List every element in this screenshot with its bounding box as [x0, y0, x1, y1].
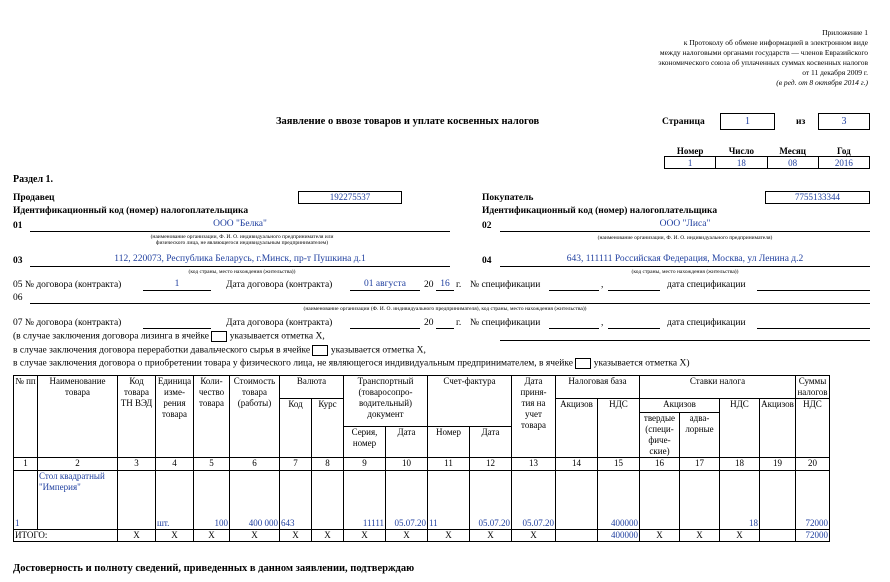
th-excise2: Акцизов	[640, 399, 720, 413]
day-value[interactable]: 18	[716, 157, 767, 169]
contract05-comma: ,	[601, 280, 604, 290]
cell-num[interactable]: 1	[14, 471, 38, 530]
total-x: X	[118, 530, 156, 542]
th-taxrates: Ставки налога	[640, 376, 796, 399]
seller-inn-box[interactable]: 192275537	[298, 191, 402, 204]
appendix-line: к Протоколу об обмене информацией в электронном виде	[683, 38, 868, 47]
column-number-row	[14, 458, 830, 471]
column-number: 4	[156, 458, 194, 471]
cell-qty[interactable]: 100	[194, 471, 230, 530]
cell-inv-num[interactable]: 11	[428, 471, 470, 530]
contract05-spec-date-label: дата спецификации	[667, 280, 746, 290]
cell-date[interactable]: 05.07.20	[386, 471, 428, 530]
appendix-line: Приложение 1	[822, 28, 868, 37]
seller-inn-label: Идентификационный код (номер) налогоплательщика	[13, 206, 249, 216]
contract05-year[interactable]: 16	[436, 279, 454, 291]
column-number: 1	[14, 458, 38, 471]
total-row	[14, 530, 830, 542]
column-number: 16	[640, 458, 680, 471]
total-x: X	[230, 530, 280, 542]
number-value[interactable]: 1	[665, 157, 716, 169]
th-series: Серия, номер	[344, 427, 386, 458]
contract07-year-suffix: г.	[456, 318, 462, 328]
field-06[interactable]	[30, 292, 870, 304]
cell-accepted[interactable]: 05.07.20	[512, 471, 556, 530]
section-title: Раздел 1.	[13, 174, 54, 185]
th-cost: Стоимость товара (работы)	[230, 376, 280, 458]
contract05-spec-extra[interactable]	[608, 279, 660, 291]
contract07-date-label: Дата договора (контракта)	[226, 318, 333, 328]
buyer-inn-box[interactable]: 7755133344	[765, 191, 870, 204]
table-row[interactable]	[14, 471, 830, 530]
th-currency: Валюта	[280, 376, 344, 399]
page-total-box[interactable]: 3	[818, 113, 870, 130]
total-x: X	[720, 530, 760, 542]
total-vat-sum: 72000	[796, 530, 830, 542]
cell-series[interactable]: 11111	[344, 471, 386, 530]
buyer-name-hint: (наименование организации, Ф. И. О. индивидуального предпринимателя)	[597, 235, 773, 241]
th-vat3: НДС	[796, 399, 830, 458]
contract07-number[interactable]	[143, 317, 211, 329]
month-label: Месяц	[779, 145, 806, 156]
th-advalorem: адва- лорные	[680, 413, 720, 458]
th-vat2: НДС	[720, 399, 760, 458]
buyer-address-hint: (код страны, место нахождения (жительства))	[631, 269, 739, 275]
column-number: 20	[796, 458, 830, 471]
individual-checkbox[interactable]	[575, 358, 591, 369]
column-number: 8	[312, 458, 344, 471]
contract05-spec-field[interactable]	[549, 279, 599, 291]
contract07-spec-field[interactable]	[549, 317, 599, 329]
th-excise: Акцизов	[556, 399, 598, 458]
th-unit: Единица изме- рения товара	[156, 376, 194, 458]
column-number: 7	[280, 458, 312, 471]
column-number: 10	[386, 458, 428, 471]
field-08[interactable]	[500, 330, 870, 341]
contract07-spec-extra[interactable]	[608, 317, 660, 329]
cell-sum-excise[interactable]	[760, 471, 796, 530]
cell-inv-date[interactable]: 05.07.20	[470, 471, 512, 530]
th-num: № пп	[14, 376, 38, 458]
column-number: 12	[470, 458, 512, 471]
column-number: 11	[428, 458, 470, 471]
contract07-spec-label: № спецификации	[470, 318, 541, 328]
year-label: Год	[837, 145, 851, 156]
date-header-table	[664, 145, 870, 169]
th-taxbase: Налоговая база	[556, 376, 640, 399]
th-name: Наименование товара	[38, 376, 118, 458]
total-label: ИТОГО:	[14, 530, 118, 542]
th-fixed: твердые (специ- фиче- ские)	[640, 413, 680, 458]
contract05-date-label: Дата договора (контракта)	[226, 280, 333, 290]
appendix-line: от 11 декабря 2009 г.	[802, 68, 868, 77]
buyer-label: Покупатель	[482, 193, 534, 203]
total-x: X	[194, 530, 230, 542]
contract07-label: 07 № договора (контракта)	[13, 318, 122, 328]
cell-cost[interactable]: 400 000	[230, 471, 280, 530]
cell-advalorem[interactable]	[680, 471, 720, 530]
seller-code-01: 01	[13, 221, 23, 231]
contract07-spec-date-label: дата спецификации	[667, 318, 746, 328]
total-x: X	[386, 530, 428, 542]
leasing-checkbox[interactable]	[211, 331, 227, 342]
contract07-spec-date-field[interactable]	[757, 317, 870, 329]
seller-code-03: 03	[13, 256, 23, 266]
contract07-date[interactable]	[350, 317, 420, 329]
th-vat: НДС	[598, 399, 640, 458]
th-qty: Коли- чество товара	[194, 376, 230, 458]
cell-unit[interactable]: шт.	[156, 471, 194, 530]
column-number: 14	[556, 458, 598, 471]
th-tnved: Код товара ТН ВЭД	[118, 376, 156, 458]
th-transport: Транспортный (товаросопро- водительный) документ	[344, 376, 428, 427]
note-processing	[13, 345, 426, 356]
buyer-code-02: 02	[482, 221, 492, 231]
note-leasing-pre: (в случае заключения договора лизинга в ячейке	[13, 331, 209, 342]
contract05-spec-label: № спецификации	[470, 280, 541, 290]
day-label: Число	[728, 145, 755, 156]
goods-table	[13, 375, 830, 542]
appendix-line: экономического союза об уплаченных суммах косвенных налогов	[658, 58, 868, 67]
note-individual-pre: в случае заключения договора о приобретении товара у физического лица, не являющегося индивидуальным предпринимателем, в ячейке	[13, 358, 573, 369]
note-individual	[13, 358, 690, 369]
contract05-year-prefix: 20	[424, 280, 434, 290]
cell-base-vat[interactable]: 400000	[598, 471, 640, 530]
seller-address-hint: (код страны, место нахождения (жительства))	[188, 269, 296, 275]
month-value[interactable]: 08	[767, 157, 818, 169]
cell-name[interactable]: Стол квадратный "Империя"	[38, 471, 118, 530]
note-individual-post: указывается отметка Х)	[593, 358, 690, 369]
total-x: X	[280, 530, 312, 542]
column-number: 2	[38, 458, 118, 471]
cell-vat-rate[interactable]: 18	[720, 471, 760, 530]
column-number: 5	[194, 458, 230, 471]
year-value[interactable]: 2016	[818, 157, 869, 169]
note-leasing	[13, 331, 325, 342]
note-processing-post: указывается отметка Х,	[330, 345, 426, 356]
column-number: 17	[680, 458, 720, 471]
appendix-line: (в ред. от 8 октября 2014 г.)	[776, 78, 868, 87]
appendix-line: между налоговыми органами государств — членов Евразийского	[659, 48, 868, 57]
contract05-number[interactable]: 1	[143, 279, 211, 291]
column-number: 18	[720, 458, 760, 471]
cell-fixed[interactable]	[640, 471, 680, 530]
cell-currency[interactable]: 643	[280, 471, 312, 530]
buyer-inn-label: Идентификационный код (номер) налогоплательщика	[482, 206, 718, 216]
hint-line: физического лица, не являющегося индивидуальным предпринимателем)	[155, 240, 329, 246]
document-title: Заявление о ввозе товаров и уплате косвенных налогов	[276, 116, 540, 127]
contract07-year[interactable]	[436, 317, 454, 329]
seller-label: Продавец	[13, 193, 55, 203]
column-number: 13	[512, 458, 556, 471]
column-number: 9	[344, 458, 386, 471]
th-excise3: Акцизов	[760, 399, 796, 458]
page-of-label: из	[796, 117, 806, 127]
total-x: X	[640, 530, 680, 542]
th-sums: Суммы налогов	[797, 376, 828, 397]
cell-rate[interactable]	[312, 471, 344, 530]
processing-checkbox[interactable]	[312, 345, 328, 356]
appendix-block	[608, 28, 868, 88]
total-sum-excise	[760, 530, 796, 542]
note-processing-pre: в случае заключения договора переработки давальческого сырья в ячейке	[13, 345, 311, 356]
hint-06: (наименование организации (Ф. И. О. индивидуального предпринимателя), код страны, место нахождения (жительства))	[303, 306, 587, 312]
total-x: X	[680, 530, 720, 542]
total-x: X	[156, 530, 194, 542]
seller-address-field[interactable]: 112, 220073, Республика Беларусь, г.Минск, пр-т Пушкина д.1	[30, 254, 450, 267]
cell-base-excise[interactable]	[556, 471, 598, 530]
contract07-year-prefix: 20	[424, 318, 434, 328]
th-number: Номер	[428, 427, 470, 458]
buyer-code-04: 04	[482, 256, 492, 266]
th-date: Дата	[386, 427, 428, 458]
seller-name-hint	[92, 234, 392, 246]
column-number: 19	[760, 458, 796, 471]
total-x: X	[470, 530, 512, 542]
total-x: X	[512, 530, 556, 542]
buyer-address-field[interactable]: 643, 111111 Российская Федерация, Москва, ул Ленина д.2	[500, 254, 870, 267]
number-label: Номер	[676, 145, 704, 156]
hint-line: (наименование организации, Ф. И. О. индивидуального предпринимателя или	[150, 234, 334, 240]
th-date2: Дата	[470, 427, 512, 458]
th-rate: Курс	[312, 399, 344, 458]
column-number: 15	[598, 458, 640, 471]
th-accepted: Дата приня- тия на учет товара	[512, 376, 556, 458]
contract07-comma: ,	[601, 318, 604, 328]
note-leasing-post: указывается отметка Х,	[229, 331, 325, 342]
code-06: 06	[13, 293, 23, 303]
contract05-label: 05 № договора (контракта)	[13, 280, 122, 290]
column-number: 6	[230, 458, 280, 471]
total-base-vat: 400000	[598, 530, 640, 542]
contract05-year-suffix: г.	[456, 280, 462, 290]
buyer-name-field[interactable]: ООО "Лиса"	[500, 219, 870, 232]
th-invoice: Счет-фактура	[428, 376, 512, 427]
total-x: X	[428, 530, 470, 542]
cell-vat-sum[interactable]: 72000	[796, 471, 830, 530]
th-code: Код	[280, 399, 312, 458]
total-base-excise	[556, 530, 598, 542]
contract05-date[interactable]: 01 августа	[350, 279, 420, 291]
total-x: X	[312, 530, 344, 542]
total-x: X	[344, 530, 386, 542]
footer-statement: Достоверность и полноту сведений, приведенных в данном заявлении, подтверждаю	[13, 563, 415, 574]
page-label: Страница	[662, 117, 705, 127]
page-number-box[interactable]: 1	[720, 113, 775, 130]
cell-tnved[interactable]	[118, 471, 156, 530]
column-number: 3	[118, 458, 156, 471]
seller-name-field[interactable]: ООО "Белка"	[30, 219, 450, 232]
contract05-spec-date-field[interactable]	[757, 279, 870, 291]
